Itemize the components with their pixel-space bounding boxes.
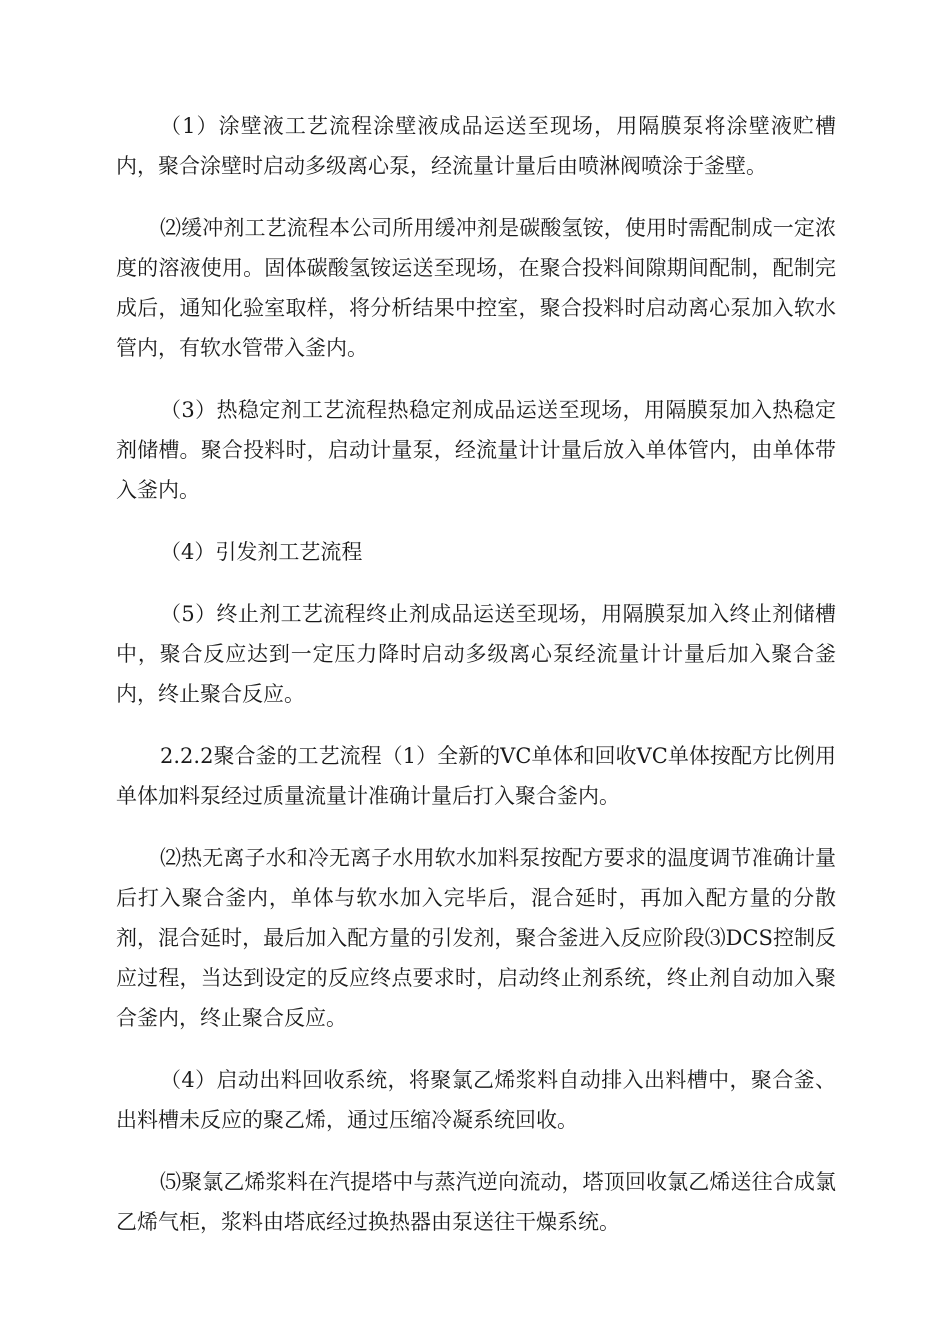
paragraph-heat-stabilizer: （3）热稳定剂工艺流程热稳定剂成品运送至现场，用隔膜泵加入热稳定剂储槽。聚合投料时，启动计量泵，经流量计计量后放入单体管内，由单体带入釜内。 — [116, 398, 836, 502]
paragraph-coating-liquid: （1）涂壁液工艺流程涂壁液成品运送至现场，用隔膜泵将涂壁液贮槽内，聚合涂壁时启动多级离心泵，经流量计量后由喷淋阀喷涂于釜壁。 — [116, 114, 836, 178]
paragraph-reactor-process: 2.2.2聚合釜的工艺流程（1）全新的VC单体和回收VC单体按配方比例用单体加料泵经过质量流量计准确计量后打入聚合釜内。 — [116, 744, 836, 808]
document-body — [116, 106, 836, 1264]
paragraph-stripping-tower: ⑸聚氯乙烯浆料在汽提塔中与蒸汽逆向流动，塔顶回收氯乙烯送往合成氯乙烯气柜，浆料由塔底经过换热器由泵送往干燥系统。 — [116, 1170, 836, 1234]
paragraph-buffer-agent: ⑵缓冲剂工艺流程本公司所用缓冲剂是碳酸氢铵，使用时需配制成一定浓度的溶液使用。固体碳酸氢铵运送至现场，在聚合投料间隙期间配制，配制完成后，通知化验室取样，将分析结果中控室，聚合投料时启动离心泵加入软水管内，有软水管带入釜内。 — [116, 216, 836, 360]
paragraph-deionized-water: ⑵热无离子水和冷无离子水用软水加料泵按配方要求的温度调节准确计量后打入聚合釜内，单体与软水加入完毕后，混合延时，再加入配方量的分散剂，混合延时，最后加入配方量的引发剂，聚合釜进入反应阶段⑶DCS控制反应过程，当达到设定的反应终点要求时，启动终止剂系统，终止剂自动加入聚合釜内，终止聚合反应。 — [116, 846, 836, 1030]
paragraph-terminator: （5）终止剂工艺流程终止剂成品运送至现场，用隔膜泵加入终止剂储槽中，聚合反应达到一定压力降时启动多级离心泵经流量计计量后加入聚合釜内，终止聚合反应。 — [116, 602, 836, 706]
paragraph-discharge-recovery: （4）启动出料回收系统，将聚氯乙烯浆料自动排入出料槽中，聚合釜、出料槽未反应的聚乙烯，通过压缩冷凝系统回收。 — [116, 1068, 836, 1132]
paragraph-initiator: （4）引发剂工艺流程 — [160, 540, 363, 564]
